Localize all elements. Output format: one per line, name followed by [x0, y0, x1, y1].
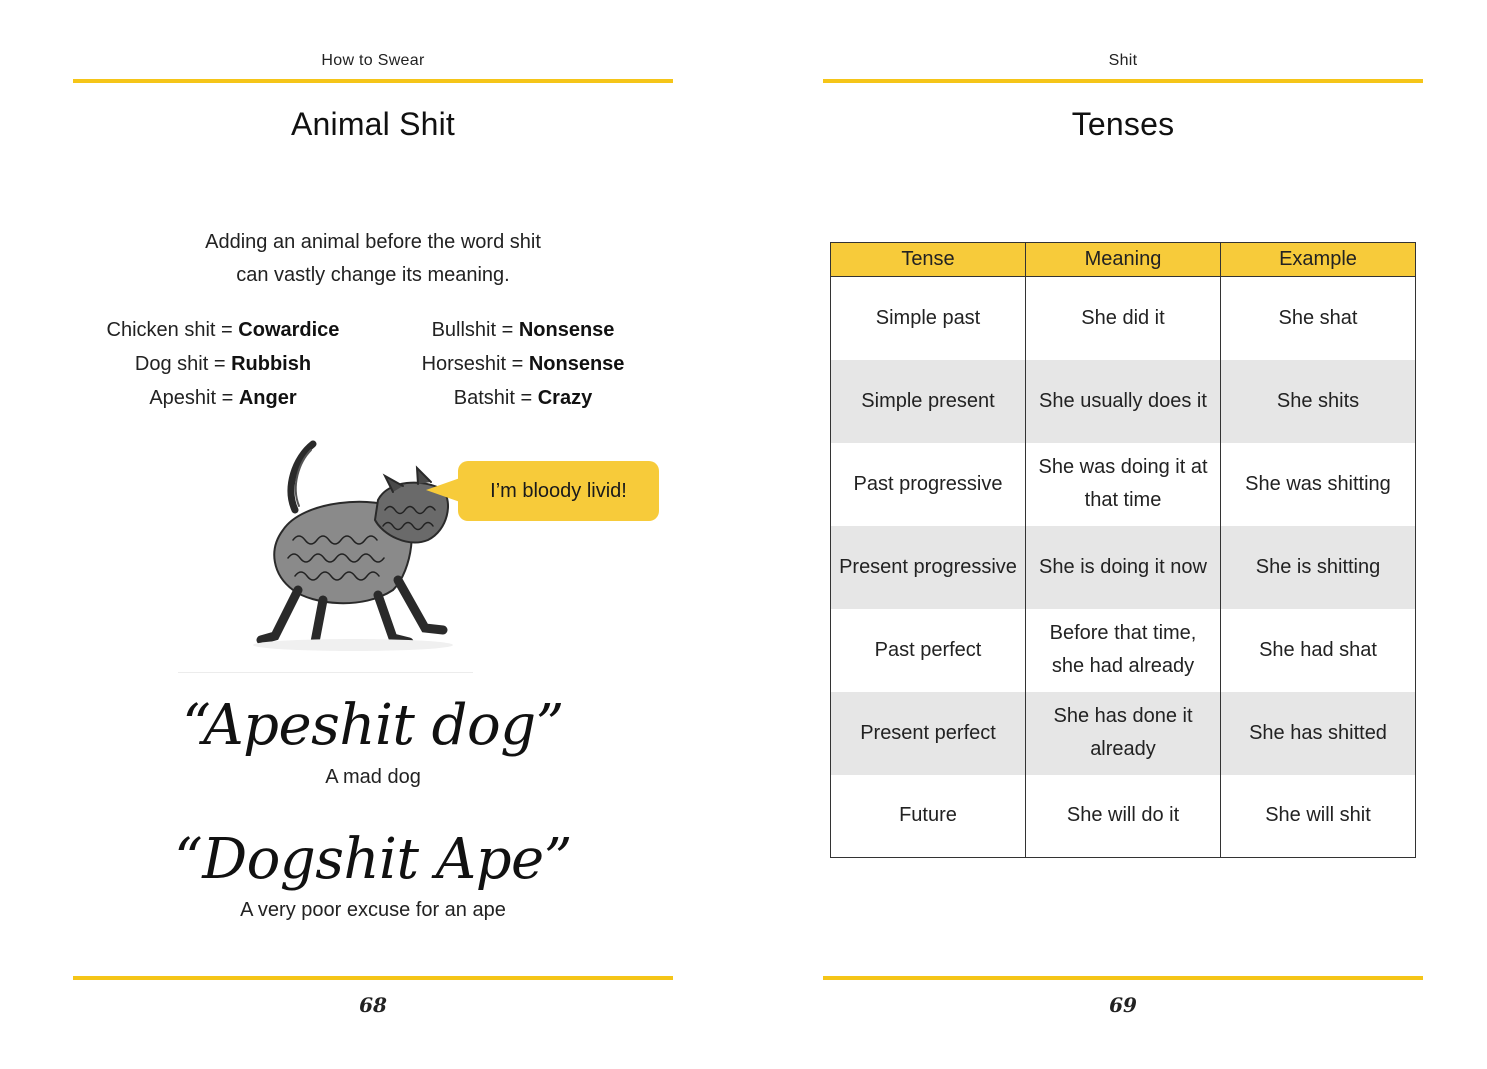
combo-item [373, 381, 673, 415]
meaning-line: Before that time, [1049, 622, 1197, 644]
header-rule [73, 79, 673, 83]
example-cell: She is shitting [1221, 526, 1416, 609]
phrase-gloss: A mad dog [325, 766, 421, 788]
intro-line: Adding an animal before the word shit [205, 231, 541, 253]
combo-term: Apeshit = [149, 387, 234, 409]
combo-meaning: Rubbish [231, 353, 312, 375]
table-row [831, 277, 1416, 360]
combo-list-left [73, 313, 373, 415]
meaning-cell [1026, 692, 1221, 775]
header-rule [823, 79, 1423, 83]
example-cell: She shat [1221, 277, 1416, 360]
combo-item [373, 347, 673, 381]
running-head: Shit [1108, 52, 1138, 69]
intro-line: can vastly change its meaning. [236, 264, 510, 286]
tense-cell: Present perfect [831, 692, 1026, 775]
tense-cell: Simple present [831, 360, 1026, 443]
table-row [831, 526, 1416, 609]
meaning-cell [1026, 526, 1221, 609]
page-title: Animal Shit [290, 106, 456, 142]
example-cell: She had shat [1221, 609, 1416, 692]
illustration-ground-line [178, 672, 473, 673]
meaning-line: She was doing it at [1038, 456, 1208, 478]
meaning-line: she had already [1051, 655, 1195, 677]
combo-meaning: Nonsense [528, 353, 625, 375]
page-number: 68 [359, 993, 387, 1017]
combo-meaning: Anger [238, 387, 297, 409]
intro-text [73, 226, 673, 292]
phrase-heading: “Dogshit Ape” [174, 827, 572, 892]
meaning-line: She did it [1081, 306, 1165, 329]
combo-item [73, 347, 373, 381]
tense-cell: Future [831, 775, 1026, 858]
combo-meaning: Cowardice [238, 319, 340, 341]
table-row [831, 775, 1416, 858]
example-cell: She was shitting [1221, 443, 1416, 526]
combo-term: Bullshit = [431, 319, 514, 341]
column-header: Meaning [1026, 243, 1221, 277]
column-header: Tense [831, 243, 1026, 277]
meaning-cell [1026, 277, 1221, 360]
tense-cell: Past progressive [831, 443, 1026, 526]
footer-rule [73, 976, 673, 980]
combo-meaning: Crazy [537, 387, 593, 409]
example-cell: She shits [1221, 360, 1416, 443]
meaning-line: She will do it [1066, 804, 1180, 827]
meaning-cell [1026, 443, 1221, 526]
table-row [831, 443, 1416, 526]
page-number: 69 [1109, 993, 1137, 1017]
left-page [73, 0, 673, 1069]
combo-term: Horseshit = [421, 353, 524, 375]
table-row [831, 360, 1416, 443]
tense-cell: Present progressive [831, 526, 1026, 609]
combo-item [73, 313, 373, 347]
example-cell: She will shit [1221, 775, 1416, 858]
meaning-line: already [1090, 738, 1156, 760]
speech-bubble-tail [426, 478, 460, 502]
tense-cell: Simple past [831, 277, 1026, 360]
meaning-line: She usually does it [1039, 389, 1207, 412]
example-cell: She has shitted [1221, 692, 1416, 775]
tenses-table [830, 242, 1416, 858]
combo-list-right [373, 313, 673, 415]
combo-term: Batshit = [453, 387, 533, 409]
column-header: Example [1221, 243, 1416, 277]
meaning-line: that time [1084, 489, 1162, 511]
footer-rule [823, 976, 1423, 980]
tense-cell: Past perfect [831, 609, 1026, 692]
phrase-heading: “Apeshit dog” [182, 693, 564, 758]
meaning-cell [1026, 360, 1221, 443]
page-title: Tenses [1071, 106, 1175, 142]
table-row [831, 692, 1416, 775]
meaning-cell [1026, 609, 1221, 692]
right-page [823, 0, 1423, 1069]
combo-term: Chicken shit = [106, 319, 233, 341]
combo-meaning: Nonsense [518, 319, 615, 341]
meaning-line: She is doing it now [1039, 555, 1207, 578]
speech-bubble: I’m bloody livid! [458, 461, 659, 521]
running-head: How to Swear [321, 52, 425, 69]
meaning-line: She has done it [1053, 705, 1193, 727]
combo-term: Dog shit = [134, 353, 226, 375]
table-row [831, 609, 1416, 692]
phrase-gloss: A very poor excuse for an ape [240, 899, 506, 921]
table-header-row [831, 243, 1416, 277]
combo-item [373, 313, 673, 347]
meaning-cell [1026, 775, 1221, 858]
combo-item [73, 381, 373, 415]
dog-illustration [203, 440, 453, 660]
